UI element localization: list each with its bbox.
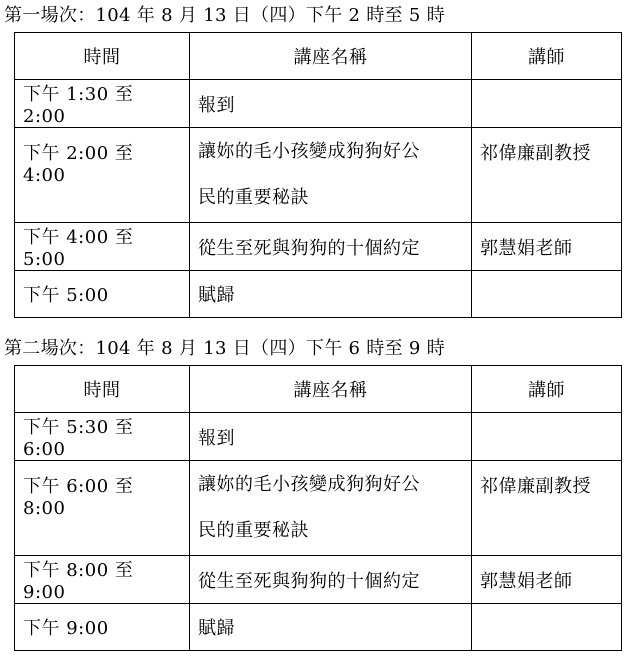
time-cell: 下午 5:30 至 6:00: [15, 413, 190, 461]
speaker-cell: 郭慧娟老師: [472, 223, 622, 271]
table-row: [15, 604, 622, 651]
session-2-table: [14, 365, 622, 651]
table-header-row: [15, 33, 622, 80]
topic-cell: [190, 556, 472, 604]
table-row: [15, 223, 622, 271]
header-time: 時間: [15, 33, 190, 80]
table-header-row: [15, 366, 622, 413]
table-row: [15, 80, 622, 128]
topic-cell: [190, 461, 472, 556]
topic-cell: [190, 413, 472, 461]
header-topic: 講座名稱: [190, 33, 472, 80]
speaker-cell: [472, 80, 622, 128]
topic-line: 報到: [198, 94, 235, 116]
session-1-table: [14, 32, 622, 318]
topic-cell: [190, 80, 472, 128]
topic-line: 從生至死與狗狗的十個約定: [198, 570, 420, 592]
table-row: [15, 461, 622, 556]
time-cell: 下午 6:00 至 8:00: [15, 461, 190, 556]
header-topic: 講座名稱: [190, 366, 472, 413]
time-cell: 下午 9:00: [15, 604, 190, 651]
topic-line: 讓妳的毛小孩變成狗狗好公: [198, 474, 420, 495]
speaker-cell: [472, 604, 622, 651]
speaker-cell: 祁偉廉副教授: [472, 128, 622, 223]
session-1-heading: 第一場次：104 年 8 月 13 日（四）下午 2 時至 5 時: [4, 5, 446, 26]
topic-cell: [190, 604, 472, 651]
speaker-cell: [472, 271, 622, 318]
topic-line: 讓妳的毛小孩變成狗狗好公: [198, 141, 420, 162]
speaker-cell: [472, 413, 622, 461]
topic-cell: [190, 271, 472, 318]
time-cell: 下午 5:00: [15, 271, 190, 318]
header-speaker: 講師: [472, 33, 622, 80]
session-2-heading: 第二場次：104 年 8 月 13 日（四）下午 6 時至 9 時: [4, 338, 446, 359]
time-cell: 下午 4:00 至 5:00: [15, 223, 190, 271]
topic-line: 民的重要秘訣: [198, 520, 309, 541]
speaker-cell: 郭慧娟老師: [472, 556, 622, 604]
topic-line: 從生至死與狗狗的十個約定: [198, 237, 420, 259]
topic-line: 賦歸: [198, 285, 235, 306]
topic-cell: [190, 223, 472, 271]
time-cell: 下午 1:30 至 2:00: [15, 80, 190, 128]
header-speaker: 講師: [472, 366, 622, 413]
time-cell: 下午 8:00 至 9:00: [15, 556, 190, 604]
topic-cell: [190, 128, 472, 223]
table-row: [15, 556, 622, 604]
header-time: 時間: [15, 366, 190, 413]
table-row: [15, 413, 622, 461]
topic-line: 賦歸: [198, 618, 235, 639]
table-row: [15, 128, 622, 223]
topic-line: 報到: [198, 427, 235, 449]
topic-line: 民的重要秘訣: [198, 187, 309, 208]
time-cell: 下午 2:00 至 4:00: [15, 128, 190, 223]
speaker-cell: 祁偉廉副教授: [472, 461, 622, 556]
table-row: [15, 271, 622, 318]
